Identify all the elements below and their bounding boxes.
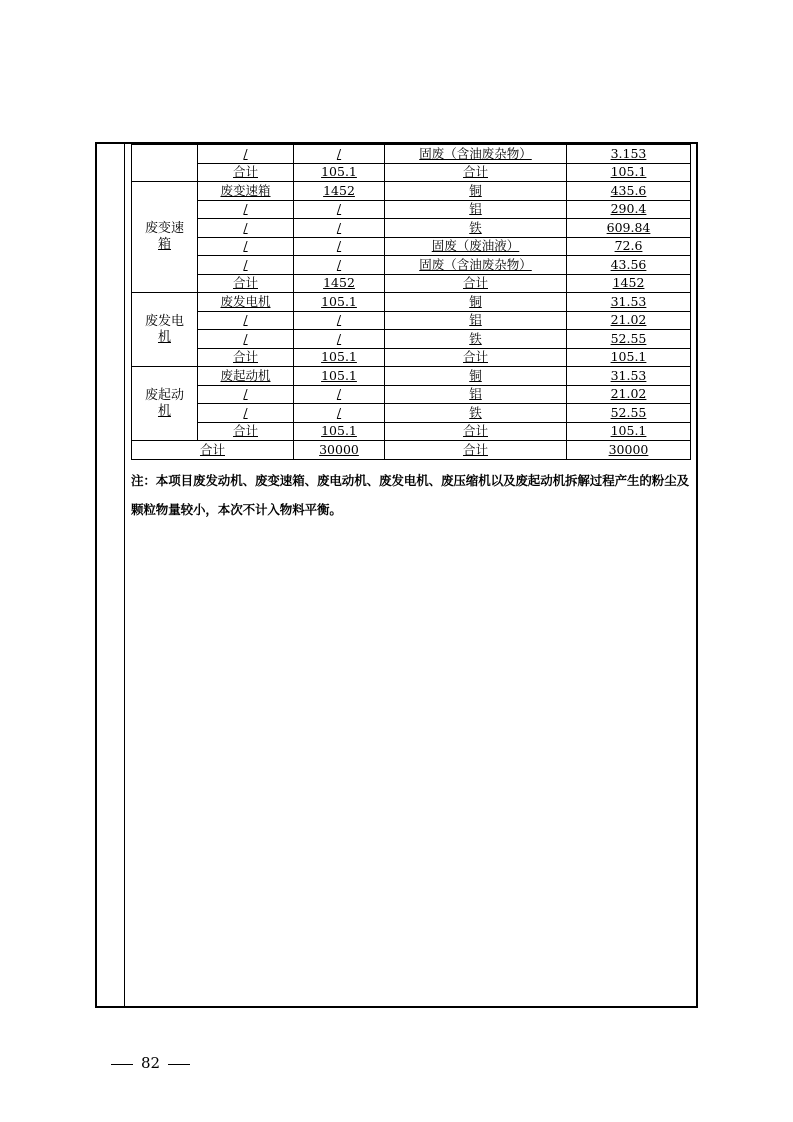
cell-output-item: 合计 bbox=[462, 275, 488, 291]
table-row bbox=[132, 311, 691, 330]
cell-item: 合计 bbox=[232, 275, 258, 291]
table-row bbox=[132, 404, 691, 423]
cell-output-item: 铁 bbox=[469, 404, 482, 420]
table-row bbox=[132, 200, 691, 219]
cell-item: 合计 bbox=[232, 423, 258, 439]
cell-output: 609.84 bbox=[606, 219, 651, 235]
group-name-line2: 机 bbox=[157, 329, 171, 345]
cell-output-item: 铜 bbox=[469, 293, 482, 309]
dash-left bbox=[111, 1064, 133, 1065]
table-row bbox=[132, 422, 691, 441]
cell-input: / bbox=[336, 145, 342, 161]
cell-output: 1452 bbox=[612, 275, 645, 291]
cell-output-item: 合计 bbox=[462, 164, 488, 180]
cell-output-item: 铝 bbox=[469, 312, 482, 328]
cell-item: 废变速箱 bbox=[220, 182, 271, 198]
cell-item: 废发电机 bbox=[220, 293, 271, 309]
table-row bbox=[132, 385, 691, 404]
cell-input: 105.1 bbox=[321, 349, 357, 365]
cell-input: / bbox=[336, 404, 342, 420]
dash-right bbox=[168, 1064, 190, 1065]
cell-item: / bbox=[243, 219, 248, 235]
material-balance-table bbox=[131, 144, 691, 460]
cell-output-item: 固废（含油废杂物） bbox=[419, 256, 532, 272]
cell-input: / bbox=[336, 256, 342, 272]
table-row bbox=[132, 145, 691, 164]
table-row bbox=[132, 330, 691, 349]
cell-output-item: 铁 bbox=[469, 219, 482, 235]
cell-output-item: 合计 bbox=[462, 349, 488, 365]
cell-item: 合计 bbox=[232, 164, 258, 180]
cell-output: 105.1 bbox=[610, 423, 647, 439]
cell-input: / bbox=[336, 219, 342, 235]
total-output: 30000 bbox=[608, 441, 649, 457]
cell-input: / bbox=[336, 386, 342, 402]
cell-output-item: 固废（含油废杂物） bbox=[419, 145, 532, 161]
group-name-line2: 箱 bbox=[157, 237, 171, 252]
cell-output-item: 铁 bbox=[469, 330, 482, 346]
cell-output: 290.4 bbox=[610, 201, 647, 217]
cell-input: / bbox=[336, 312, 342, 328]
cell-item: / bbox=[243, 256, 248, 272]
group-name-line1: 废变速 bbox=[144, 221, 184, 236]
cell-output: 435.6 bbox=[610, 182, 647, 198]
cell-input: / bbox=[336, 201, 342, 217]
cell-output: 31.53 bbox=[610, 293, 647, 309]
group-name-cell bbox=[132, 182, 198, 293]
group-name-cell bbox=[132, 367, 198, 441]
cell-output-item: 铝 bbox=[469, 386, 482, 402]
page-footer bbox=[103, 1054, 198, 1072]
group-name-cell bbox=[132, 293, 198, 367]
cell-item: / bbox=[243, 386, 248, 402]
total-label: 合计 bbox=[199, 441, 225, 457]
cell-item: / bbox=[243, 330, 248, 346]
table-row bbox=[132, 293, 691, 312]
group-name-line1: 废起动 bbox=[144, 387, 184, 403]
cell-item: / bbox=[243, 238, 248, 254]
cell-output: 21.02 bbox=[610, 312, 647, 328]
cell-output-item: 铝 bbox=[469, 201, 482, 217]
cell-output: 31.53 bbox=[610, 367, 647, 383]
table-row bbox=[132, 256, 691, 275]
cell-output: 105.1 bbox=[610, 349, 647, 365]
cell-output: 72.6 bbox=[614, 238, 643, 254]
table-row bbox=[132, 182, 691, 201]
total-input: 30000 bbox=[319, 441, 359, 457]
cell-input: 105.1 bbox=[321, 423, 357, 439]
cell-output-item: 合计 bbox=[462, 423, 488, 439]
table-row bbox=[132, 219, 691, 238]
total-output-label: 合计 bbox=[462, 441, 488, 457]
cell-input: 105.1 bbox=[321, 367, 357, 383]
cell-output: 3.153 bbox=[610, 145, 647, 161]
group-name-line2: 机 bbox=[157, 403, 171, 419]
cell-output-item: 固废（废油液） bbox=[431, 238, 520, 254]
table-row bbox=[132, 163, 691, 182]
cell-input: / bbox=[336, 238, 342, 254]
total-row bbox=[132, 441, 691, 460]
cell-input: 1452 bbox=[323, 182, 355, 198]
table-row bbox=[132, 237, 691, 256]
cell-item: / bbox=[243, 312, 248, 328]
cell-output-item: 铜 bbox=[469, 367, 482, 383]
cell-item: / bbox=[243, 404, 248, 420]
frame-inner-line bbox=[124, 144, 125, 1006]
cell-output-item: 铜 bbox=[469, 182, 482, 198]
cell-input: 105.1 bbox=[321, 164, 357, 180]
table-row bbox=[132, 274, 691, 293]
cell-output: 43.56 bbox=[610, 256, 647, 272]
cell-item: / bbox=[243, 201, 248, 217]
cell-input: 105.1 bbox=[321, 293, 357, 309]
table-note: 注：本项目废发动机、废变速箱、废电动机、废发电机、废压缩机以及废起动机拆解过程产生的粉尘及颗粒物量较小，本次不计入物料平衡。 bbox=[131, 473, 690, 517]
table-row bbox=[132, 348, 691, 367]
page-number: 82 bbox=[141, 1054, 161, 1072]
group-cell-empty bbox=[132, 145, 198, 182]
cell-output: 52.55 bbox=[610, 330, 647, 346]
cell-output: 21.02 bbox=[610, 386, 647, 402]
cell-output: 52.55 bbox=[610, 404, 647, 420]
cell-input: / bbox=[336, 330, 342, 346]
group-name-line1: 废发电 bbox=[144, 313, 184, 329]
cell-output: 105.1 bbox=[610, 164, 647, 180]
table-row bbox=[132, 367, 691, 386]
cell-item: 合计 bbox=[232, 349, 258, 365]
cell-item: / bbox=[243, 145, 248, 161]
cell-input: 1452 bbox=[323, 275, 355, 291]
cell-item: 废起动机 bbox=[220, 367, 271, 383]
